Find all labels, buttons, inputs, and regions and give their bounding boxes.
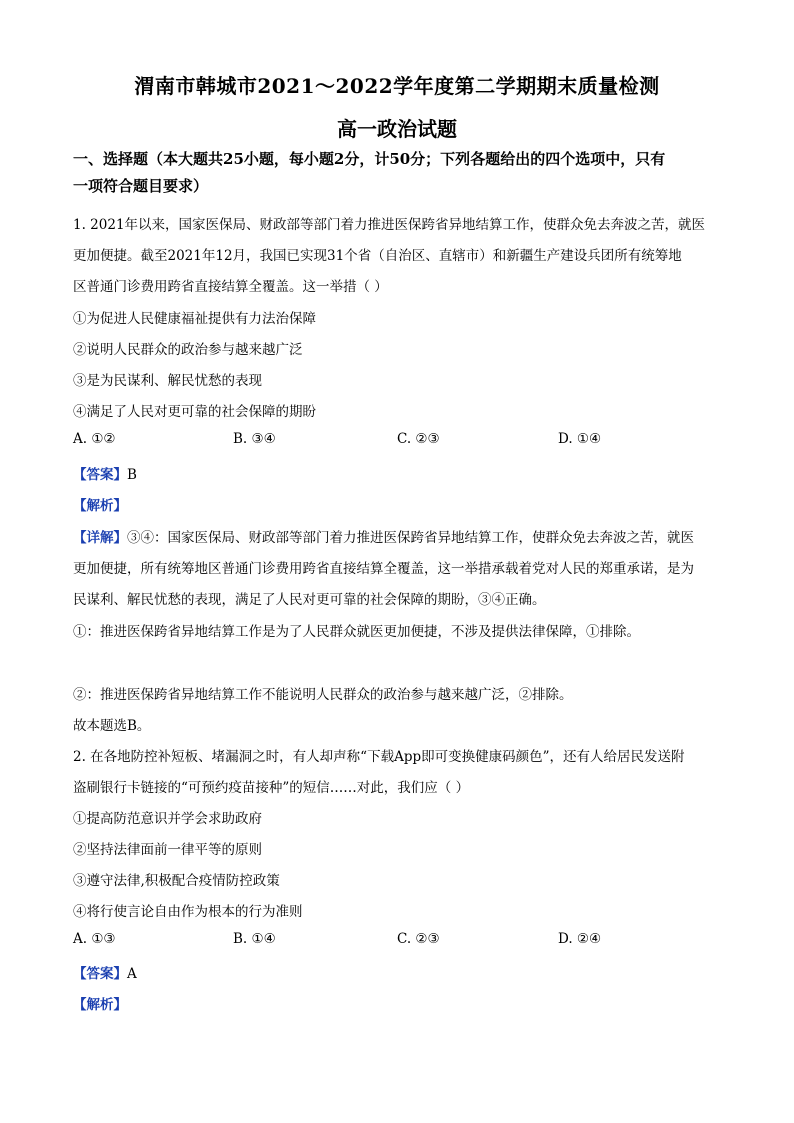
q1-option-a: A. ①② bbox=[73, 431, 116, 447]
section-heading-line: 一项符合题目要求） bbox=[73, 177, 209, 195]
q1-analysis bbox=[73, 494, 127, 514]
q2-statement: ④将行使言论自由作为根本的行为准则 bbox=[73, 904, 303, 920]
analysis-tag: 【解析】 bbox=[73, 997, 127, 1013]
detail-text: ③④：国家医保局、财政部等部门着力推进医保跨省异地结算工作，使群众免去奔波之苦，就医 bbox=[127, 530, 694, 546]
exam-title: 渭南市韩城市2021～2022学年度第二学期期末质量检测 bbox=[134, 74, 660, 98]
q1-detail-line bbox=[73, 526, 694, 546]
q1-detail-line: 更加便捷，所有统筹地区普通门诊费用跨省直接结算全覆盖，这一举措承载着党对人民的郑重承诺，是为 bbox=[73, 561, 694, 577]
q2-stem-line: 盗刷银行卡链接的“可预约疫苗接种”的短信……对此，我们应（ ） bbox=[73, 780, 470, 796]
q2-stem-line: 2. 在各地防控补短板、堵漏洞之时，有人却声称“下载App即可变换健康码颜色”，还有人给居民发送附 bbox=[73, 749, 685, 765]
detail-tag: 【详解】 bbox=[73, 530, 127, 546]
q2-analysis bbox=[73, 993, 127, 1013]
q1-answer bbox=[73, 463, 137, 483]
q1-statement: ④满足了人民对更可靠的社会保障的期盼 bbox=[73, 404, 316, 420]
q1-statement: ①为促进人民健康福祉提供有力法治保障 bbox=[73, 311, 316, 327]
q1-detail-line: 故本题选B。 bbox=[73, 718, 151, 734]
q1-option-d: D. ①④ bbox=[558, 431, 602, 447]
section-heading-line: 一、选择题（本大题共25小题，每小题2分，计50分；下列各题给出的四个选项中，只有 bbox=[73, 150, 666, 168]
q1-stem-line: 区普通门诊费用跨省直接结算全覆盖。这一举措（ ） bbox=[73, 279, 388, 295]
answer-value: A bbox=[127, 966, 137, 982]
q1-stem-line: 更加便捷。截至2021年12月，我国已实现31个省（自治区、直辖市）和新疆生产建设兵团所有统筹地 bbox=[73, 248, 682, 264]
q2-statement: ①提高防范意识并学会求助政府 bbox=[73, 811, 262, 827]
q1-detail-line: 民谋利、解民忧愁的表现，满足了人民对更可靠的社会保障的期盼，③④正确。 bbox=[73, 592, 546, 608]
q1-statement: ③是为民谋利、解民忧愁的表现 bbox=[73, 373, 262, 389]
q2-option-a: A. ①③ bbox=[73, 931, 116, 947]
q1-stem-line: 1. 2021年以来，国家医保局、财政部等部门着力推进医保跨省异地结算工作，使群众免去奔波之苦，就医 bbox=[73, 217, 706, 233]
q2-option-d: D. ②④ bbox=[558, 931, 602, 947]
q1-detail-line: ①：推进医保跨省异地结算工作是为了人民群众就医更加便捷，不涉及提供法律保障，①排除。 bbox=[73, 624, 640, 640]
q1-option-c: C. ②③ bbox=[397, 431, 440, 447]
q1-statement: ②说明人民群众的政治参与越来越广泛 bbox=[73, 342, 303, 358]
q2-statement: ③遵守法律,积极配合疫情防控政策 bbox=[73, 873, 280, 889]
exam-subtitle: 高一政治试题 bbox=[337, 117, 457, 141]
section-heading bbox=[73, 146, 723, 200]
q2-answer bbox=[73, 962, 137, 982]
q2-option-b: B. ①④ bbox=[233, 931, 276, 947]
q1-detail-line: ②：推进医保跨省异地结算工作不能说明人民群众的政治参与越来越广泛，②排除。 bbox=[73, 687, 573, 703]
q2-statement: ②坚持法律面前一律平等的原则 bbox=[73, 842, 262, 858]
answer-value: B bbox=[127, 467, 137, 483]
q2-option-c: C. ②③ bbox=[397, 931, 440, 947]
answer-tag: 【答案】 bbox=[73, 467, 127, 483]
answer-tag: 【答案】 bbox=[73, 966, 127, 982]
q1-option-b: B. ③④ bbox=[233, 431, 276, 447]
analysis-tag: 【解析】 bbox=[73, 498, 127, 514]
